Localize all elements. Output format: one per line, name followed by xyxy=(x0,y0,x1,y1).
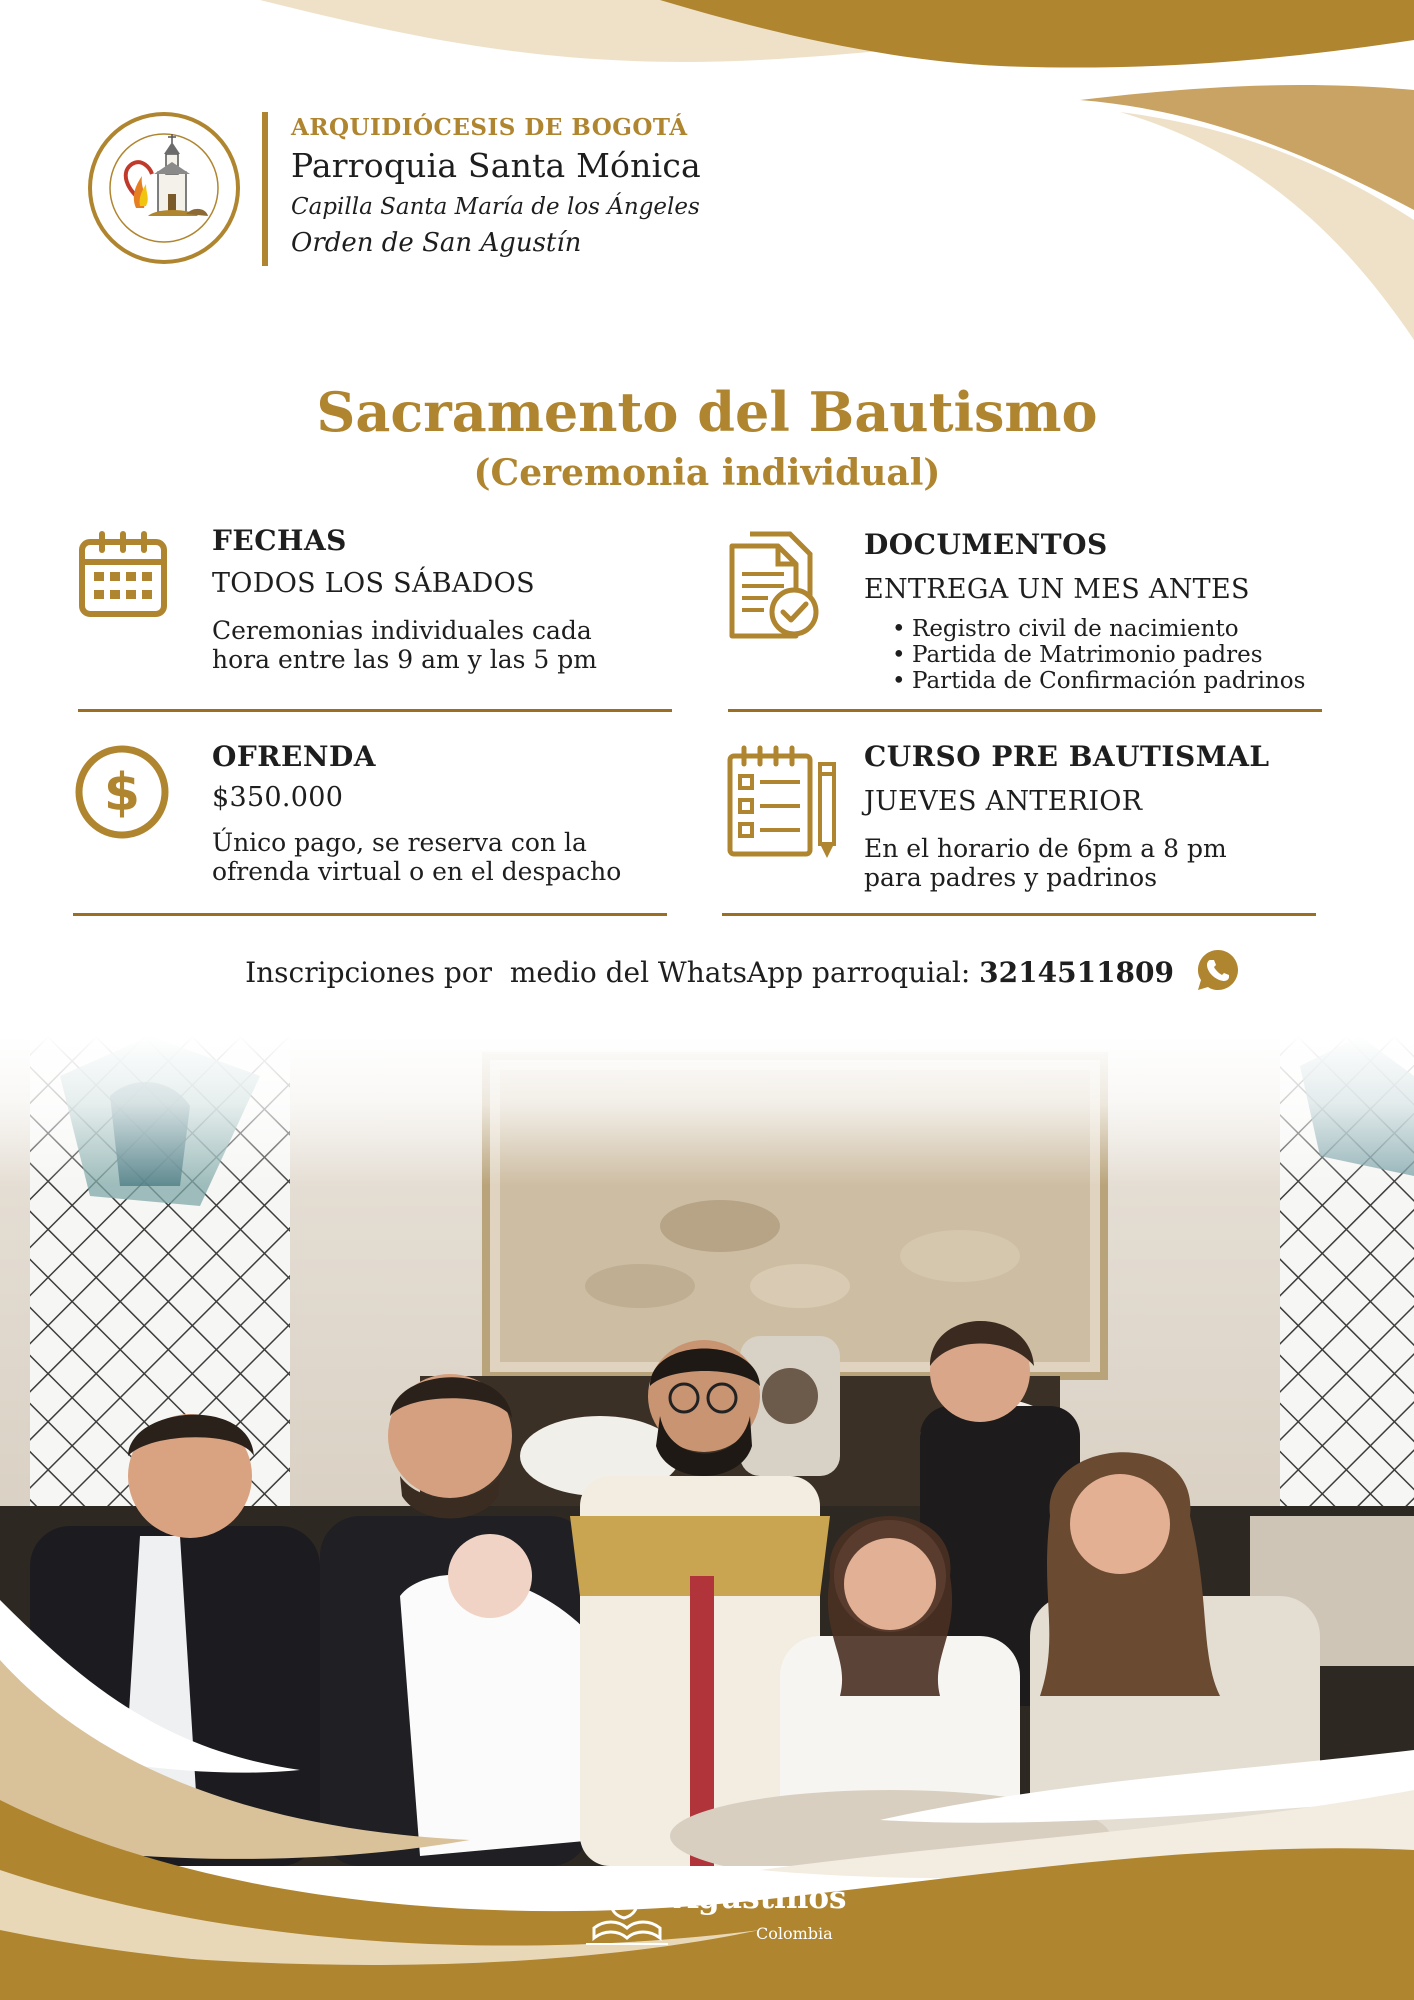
documentos-list-item: • Registro civil de nacimiento xyxy=(888,616,1305,642)
curso-divider xyxy=(722,913,1316,916)
documentos-heading: DOCUMENTOS xyxy=(864,528,1108,561)
document-check-icon xyxy=(728,530,826,640)
svg-text:$: $ xyxy=(103,763,141,823)
documentos-list-item: • Partida de Matrimonio padres xyxy=(888,642,1305,668)
fechas-text-line-2: hora entre las 9 am y las 5 pm xyxy=(212,645,597,674)
parish-name: Parroquia Santa Mónica xyxy=(291,146,701,185)
curso-heading: CURSO PRE BAUTISMAL xyxy=(864,740,1270,773)
fechas-subheading: TODOS LOS SÁBADOS xyxy=(212,568,535,599)
documentos-divider xyxy=(728,709,1322,712)
footer-brand-country: Colombia xyxy=(756,1924,833,1943)
dollar-coin-icon xyxy=(74,744,170,840)
documentos-list xyxy=(888,616,1305,694)
photo-top-fade xyxy=(0,1036,1414,1186)
documentos-list-item: • Partida de Confirmación padrinos xyxy=(888,668,1305,694)
fechas-divider xyxy=(78,709,672,712)
ofrenda-text-line-1: Único pago, se reserva con la xyxy=(212,828,587,857)
footer-brand-name: Agustinos xyxy=(674,1880,847,1916)
ofrenda-text-line-2: ofrenda virtual o en el despacho xyxy=(212,857,622,886)
ofrenda-heading: OFRENDA xyxy=(212,740,376,773)
ofrenda-divider xyxy=(73,913,667,916)
parish-seal-icon xyxy=(86,110,242,266)
ofrenda-amount: $350.000 xyxy=(212,782,344,813)
curso-text-line-2: para padres y padrinos xyxy=(864,863,1158,892)
page-subtitle: (Ceremonia individual) xyxy=(473,452,941,494)
whatsapp-icon[interactable] xyxy=(1196,948,1240,992)
calendar-icon xyxy=(78,530,168,620)
chapel-name: Capilla Santa María de los Ángeles xyxy=(291,194,700,220)
curso-subheading: JUEVES ANTERIOR xyxy=(864,786,1143,817)
archdiocese-label: ARQUIDIÓCESIS DE BOGOTÁ xyxy=(291,114,688,141)
fechas-heading: FECHAS xyxy=(212,524,347,557)
agustinos-logo-icon xyxy=(584,1876,670,1948)
documentos-subheading: ENTREGA UN MES ANTES xyxy=(864,574,1250,605)
fechas-text-line-1: Ceremonias individuales cada xyxy=(212,616,592,645)
checklist-notepad-icon xyxy=(726,744,842,860)
page-title: Sacramento del Bautismo xyxy=(316,380,1098,444)
curso-text-line-1: En el horario de 6pm a 8 pm xyxy=(864,834,1227,863)
whatsapp-number[interactable]: 3214511809 xyxy=(979,956,1174,989)
whatsapp-registration-line xyxy=(0,956,1174,989)
order-name: Orden de San Agustín xyxy=(291,228,582,258)
header-divider xyxy=(262,112,268,266)
bottom-decorative-waves xyxy=(0,1540,1414,2000)
whatsapp-label: Inscripciones por medio del WhatsApp parroquial: xyxy=(245,956,980,989)
